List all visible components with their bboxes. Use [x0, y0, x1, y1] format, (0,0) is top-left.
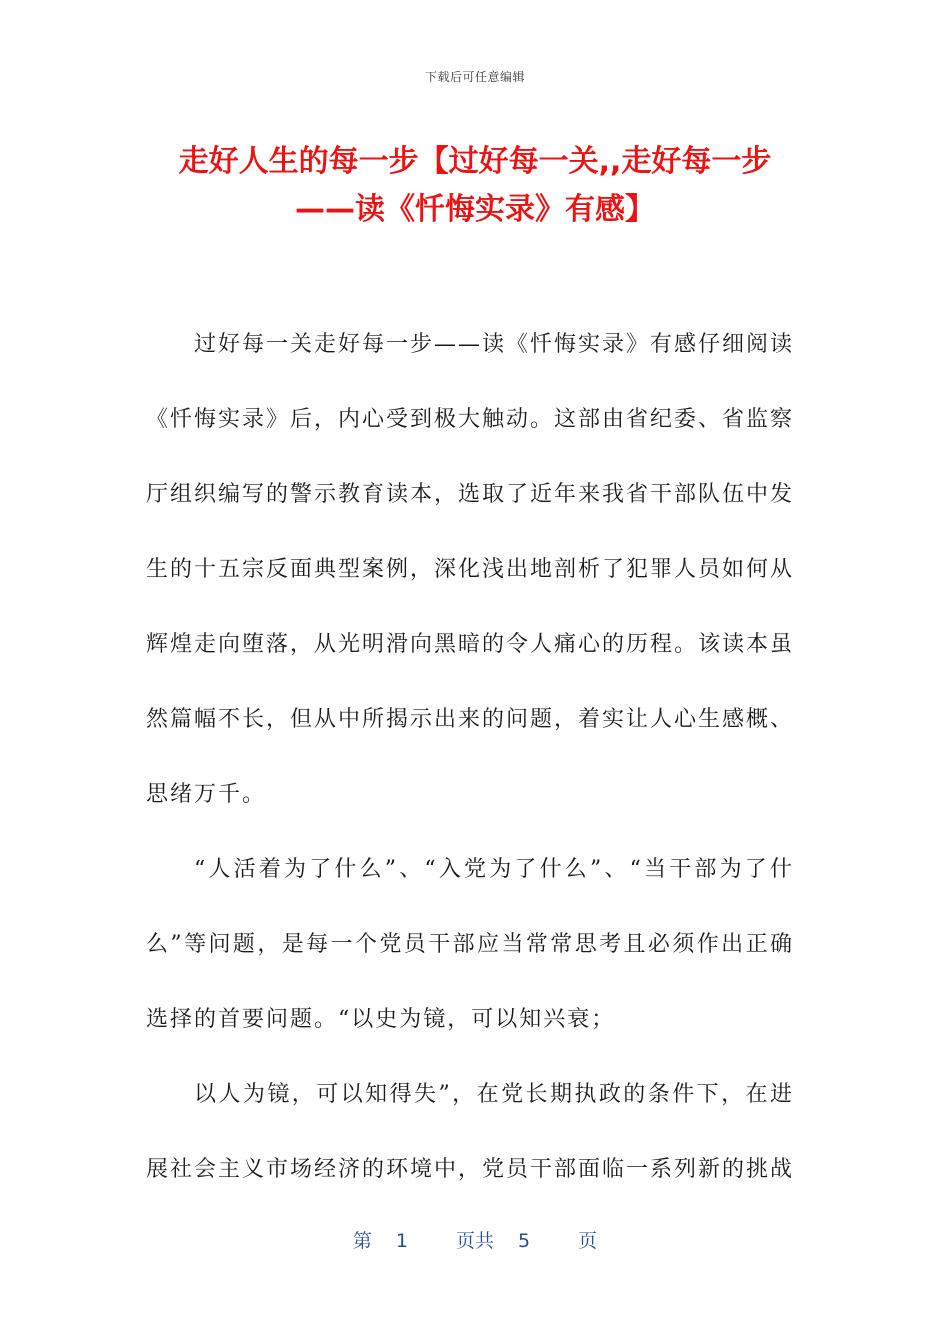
title-line-2: ——读《忏悔实录》有感】	[295, 192, 655, 227]
document-title	[110, 138, 840, 234]
document-body	[146, 307, 794, 1207]
paragraph-3: 以人为镜，可以知得失”，在党长期执政的条件下，在进展社会主义市场经济的环境中，党员干部面临一系列新的挑战	[146, 1082, 795, 1182]
header-note: 下载后可任意编辑	[424, 70, 525, 84]
page-label-prefix: 第	[352, 1230, 372, 1252]
paragraph-2: “人活着为了什么”、“入党为了什么”、“当干部为了什么”等问题，是每一个党员干部应当常常思考且必须作出正确选择的首要问题。“以史为镜，可以知兴衰；	[146, 857, 794, 1032]
paragraph-1: 过好每一关走好每一步——读《忏悔实录》有感仔细阅读《忏悔实录》后，内心受到极大触动。这部由省纪委、省监察厅组织编写的警示教育读本，选取了近年来我省干部队伍中发生的十五宗反面典型案例，深化浅出地剖析了犯罪人员如何从辉煌走向堕落，从光明滑向黑暗的令人痛心的历程。该读本虽然篇幅不长，但从中所揭示出来的问题，着实让人心生感概、思绪万千。	[146, 332, 795, 807]
current-page-number: 1	[395, 1230, 408, 1252]
page-label-mid: 页共	[455, 1230, 494, 1252]
title-line-1: 走好人生的每一步【过好每一关,,走好每一步	[178, 144, 772, 179]
page-footer	[0, 1226, 950, 1253]
total-pages-number: 5	[518, 1230, 531, 1252]
page-label-suffix: 页	[578, 1230, 598, 1252]
